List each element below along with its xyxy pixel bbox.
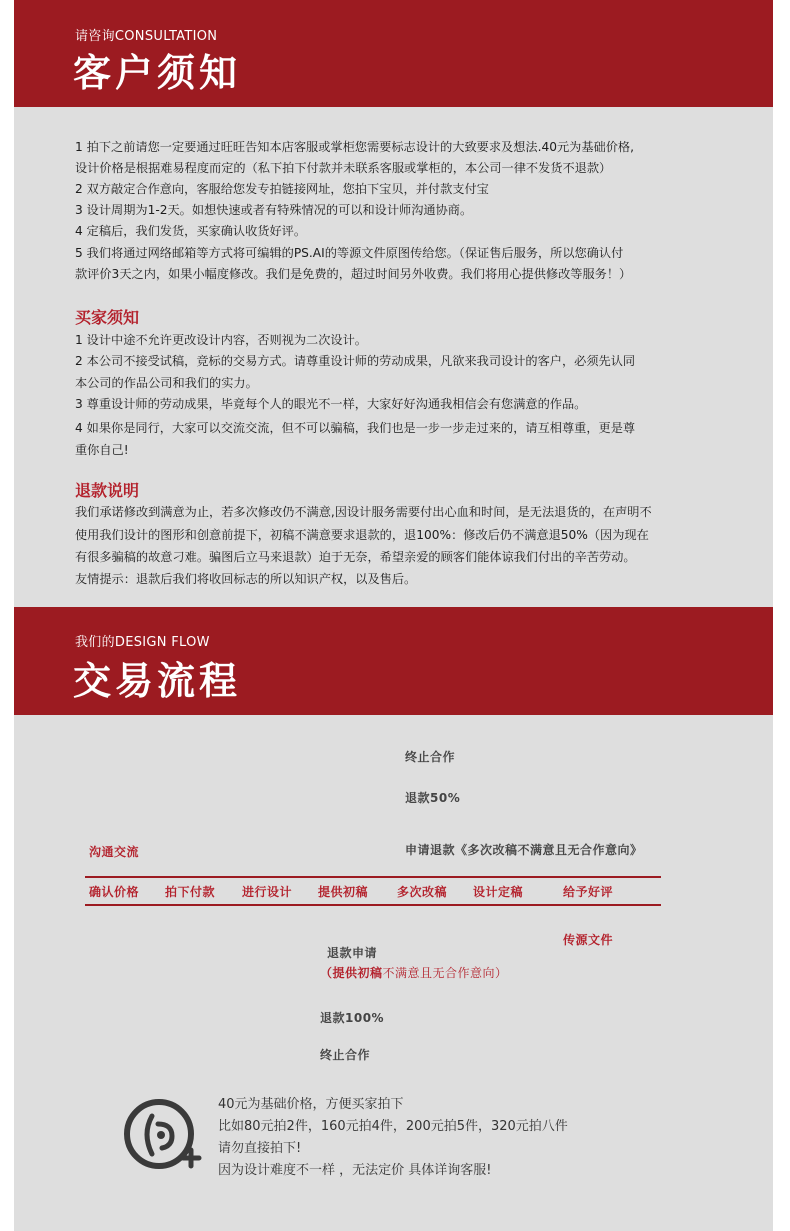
refund-note-line: 使用我们设计的图形和创意前提下，初稿不满意要求退款的，退100%：修改后仍不满意退50%（因为现在 <box>75 528 649 542</box>
flow-refund-reason-rest: 不满意且无合作意向） <box>382 966 508 980</box>
flow-top-stop: 终止合作 <box>405 750 456 764</box>
customer-note-line: 1 拍下之前请您一定要通过旺旺告知本店客服或掌柜您需要标志设计的大致要求及想法.40元为基础价格, <box>75 140 634 154</box>
flow-source-files: 传源文件 <box>563 933 614 947</box>
customer-note-line: 款评价3天之内，如果小幅度修改。我们是免费的，超过时间另外收费。我们将用心提供修改等服务！） <box>75 267 632 281</box>
flow-refund-full: 退款100% <box>320 1011 385 1025</box>
flow-step: 多次改稿 <box>397 885 448 899</box>
flow-banner <box>14 607 773 715</box>
flow-step: 确认价格 <box>89 885 140 899</box>
flow-step: 给予好评 <box>563 885 614 899</box>
refund-note-line: 有很多骗稿的故意刁难。骗图后立马来退款）迫于无奈，希望亲爱的顾客们能体谅我们付出的辛苦劳动。 <box>75 550 636 564</box>
pricing-note-line: 因为设计难度不一样 ，无法定价 具体详询客服! <box>218 1163 492 1178</box>
flow-bottom-stop: 终止合作 <box>320 1048 371 1062</box>
consult-subtitle: 请咨询CONSULTATION <box>75 29 218 44</box>
buyer-note-line: 1 设计中途不允许更改设计内容，否则视为二次设计。 <box>75 333 367 347</box>
customer-note-line: 3 设计周期为1-2天。如想快速或者有特殊情况的可以和设计师沟通协商。 <box>75 203 473 217</box>
flow-subtitle: 我们的DESIGN FLOW <box>75 635 210 650</box>
buyer-note-line: 重你自己! <box>75 443 129 457</box>
refund-note-line: 我们承诺修改到满意为止，若多次修改仍不满意,因设计服务需要付出心血和时间，是无法退货的，在声明不 <box>75 505 652 519</box>
customer-note-line: 4 定稿后，我们发货，买家确认收货好评。 <box>75 224 307 238</box>
buyer-note-line: 本公司的作品公司和我们的实力。 <box>75 376 258 390</box>
flow-communicate: 沟通交流 <box>89 845 140 859</box>
customer-note-line: 2 双方敲定合作意向，客服给您发专拍链接网址，您拍下宝贝，并付款支付宝 <box>75 182 489 196</box>
customer-note-line: 设计价格是根据难易程度而定的（私下拍下付款并未联系客服或掌柜的，本公司一律不发货不退款） <box>75 161 612 175</box>
refund-heading: 退款说明 <box>75 481 140 500</box>
buyer-note-line: 3 尊重设计师的劳动成果，毕竟每个人的眼光不一样，大家好好沟通我相信会有您满意的作品。 <box>75 397 587 411</box>
flow-step: 提供初稿 <box>318 885 369 899</box>
consult-banner <box>14 0 773 107</box>
flow-step: 拍下付款 <box>165 885 216 899</box>
flow-top-apply: 申请退款《多次改稿不满意且无合作意向》 <box>405 843 643 857</box>
flow-title: 交易流程 <box>73 659 242 703</box>
buyer-note-line: 4 如果你是同行，大家可以交流交流，但不可以骗稿，我们也是一步一步走过来的，请互相尊重，更是尊 <box>75 421 636 435</box>
flow-step: 进行设计 <box>242 885 293 899</box>
buyer-note-line: 2 本公司不接受试稿，竞标的交易方式。请尊重设计师的劳动成果，凡欲来我司设计的客户，必须先认同 <box>75 354 636 368</box>
flow-step: 设计定稿 <box>473 885 524 899</box>
flow-line-bottom <box>85 904 661 906</box>
buyer-heading: 买家须知 <box>75 308 140 327</box>
flow-refund-apply: 退款申请 <box>327 946 378 960</box>
customer-note-line: 5 我们将通过网络邮箱等方式将可编辑的PS.AI的等源文件原图传给您。（保证售后服务，所以您确认付 <box>75 246 624 260</box>
pricing-note-line: 40元为基础价格，方便买家拍下 <box>218 1097 404 1112</box>
flow-refund-reason-red: （提供初稿 <box>320 966 383 980</box>
flow-line-top <box>85 876 661 878</box>
flow-refund-reason <box>320 964 508 981</box>
pricing-note-line: 比如80元拍2件，160元拍4件，200元拍5件，320元拍八件 <box>218 1119 568 1134</box>
refund-note-line: 友情提示：退款后我们将收回标志的所以知识产权，以及售后。 <box>75 572 417 586</box>
flow-top-refund: 退款50% <box>405 791 461 805</box>
consult-title: 客户须知 <box>73 51 242 95</box>
pricing-note-line: 请勿直接拍下! <box>218 1141 302 1156</box>
customer-service-icon <box>120 1096 204 1176</box>
